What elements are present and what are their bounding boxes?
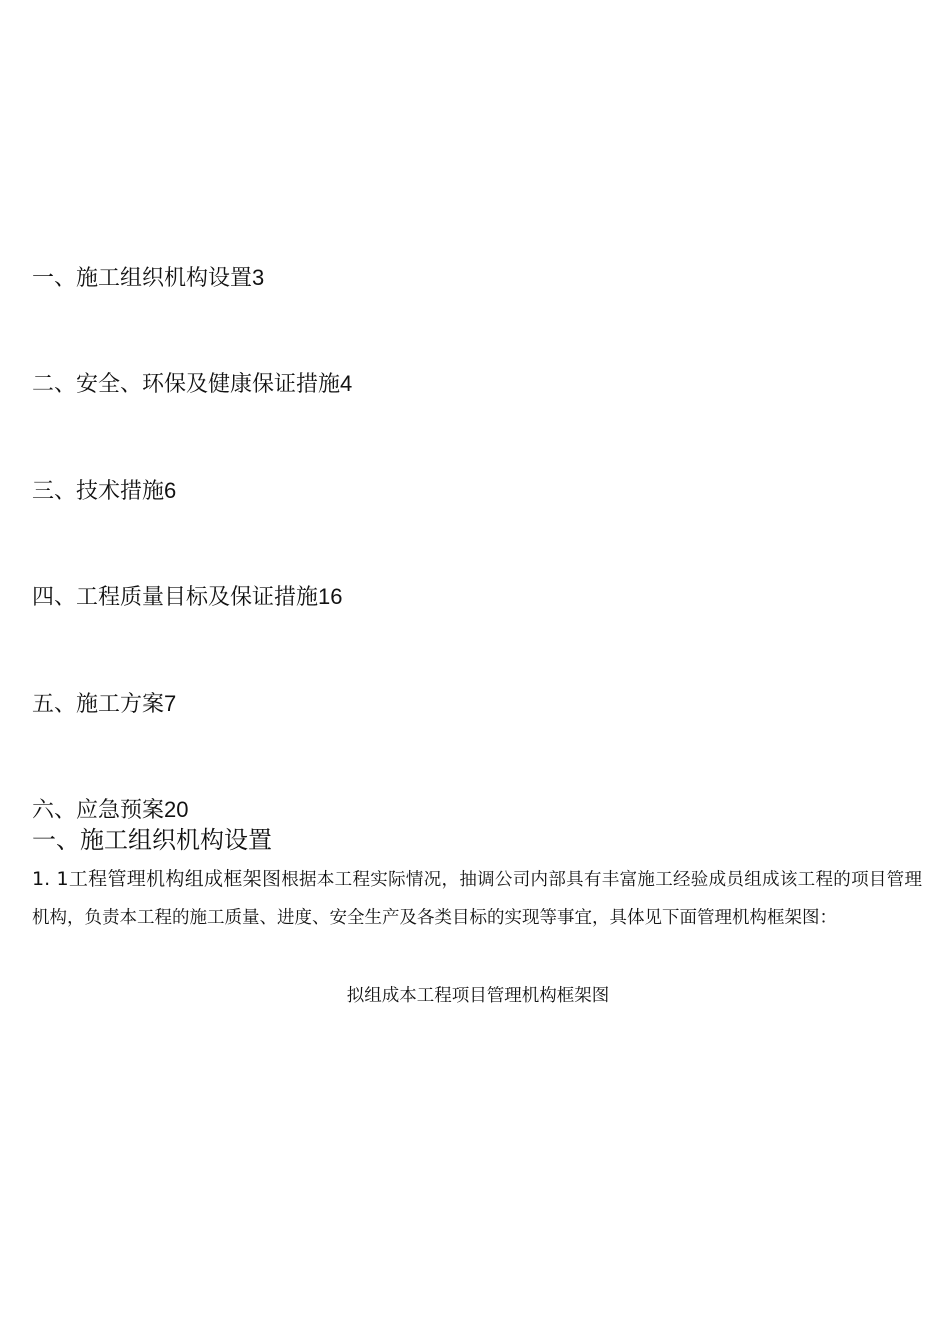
toc-item[interactable] xyxy=(32,584,343,610)
toc-item-label: 三、技术措施 xyxy=(32,478,165,503)
toc-item[interactable] xyxy=(32,691,176,717)
figure-caption: 拟组成本工程项目管理机构框架图 xyxy=(346,986,610,1006)
toc-item-page: 20 xyxy=(164,797,189,822)
toc-item[interactable] xyxy=(32,265,264,291)
toc-item[interactable] xyxy=(32,371,352,397)
toc-item-page: 3 xyxy=(252,265,265,290)
toc-item-page: 4 xyxy=(340,371,353,396)
paragraph-text: 根据本工程实际情况，抽调公司内部具有丰富施工经验成员组成该工程的项目管理机构，负责本工程的施工质量、进度、安全生产及各类目标的实现等事宜，具体见下面管理机构框架图： xyxy=(32,870,922,928)
toc-item-page: 7 xyxy=(164,691,177,716)
toc-item-page: 6 xyxy=(164,478,177,503)
toc-item-label: 一、施工组织机构设置 xyxy=(32,265,253,290)
toc-item-label: 五、施工方案 xyxy=(32,691,165,716)
toc-item[interactable] xyxy=(32,797,189,823)
toc-item-label: 六、应急预案 xyxy=(32,797,165,822)
subsection-heading: 1. 1工程管理机构组成框架图 xyxy=(32,868,282,890)
toc-item[interactable] xyxy=(32,478,176,504)
toc-item-page: 16 xyxy=(318,584,343,609)
section-heading: 一、施工组织机构设置 xyxy=(32,826,272,854)
toc-item-label: 二、安全、环保及健康保证措施 xyxy=(32,371,341,396)
body-paragraph xyxy=(32,860,922,937)
toc-item-label: 四、工程质量目标及保证措施 xyxy=(32,584,319,609)
